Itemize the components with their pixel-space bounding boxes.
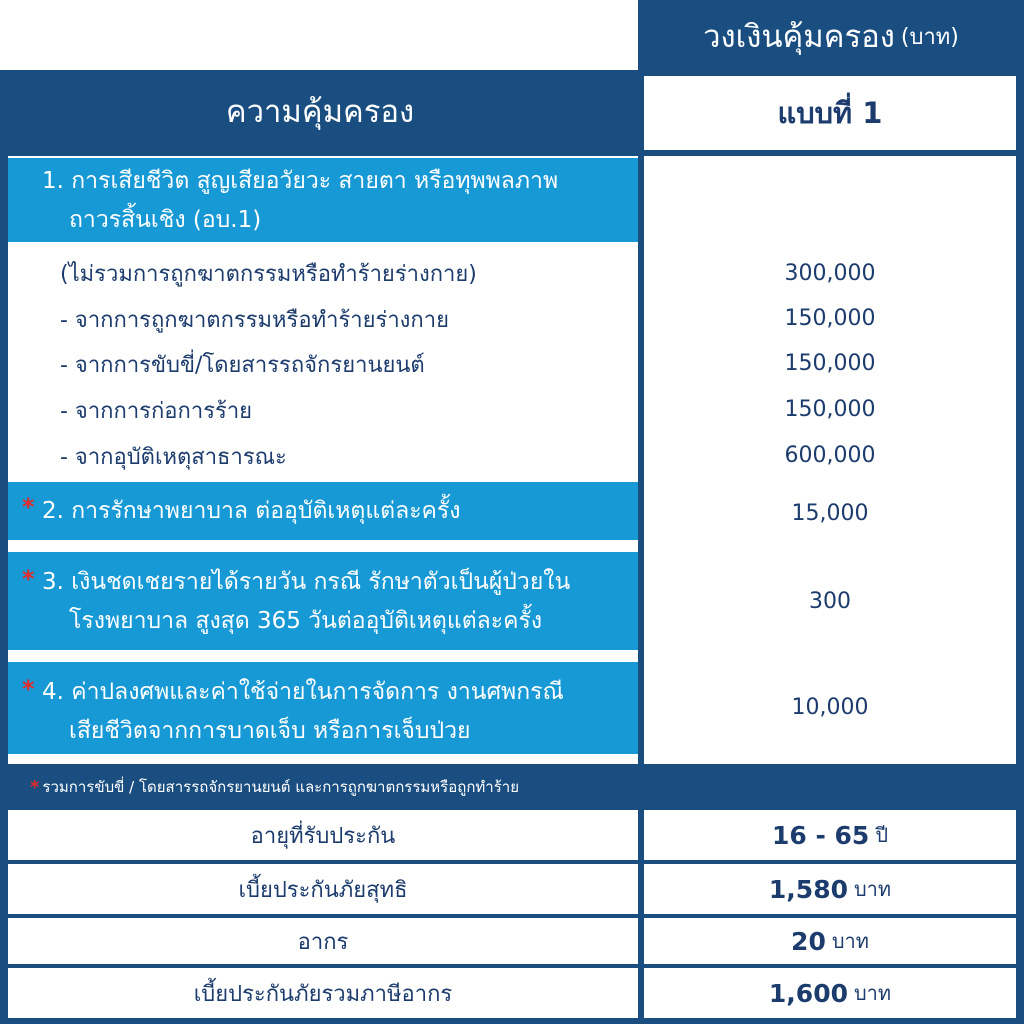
section4-header bbox=[8, 662, 638, 754]
summary-row-3-value bbox=[644, 968, 1016, 1018]
coverage-header bbox=[0, 72, 640, 150]
age-value: 16 - 65 bbox=[771, 820, 870, 850]
summary-row-2-value bbox=[644, 918, 1016, 964]
section1-item-4-value: 600,000 bbox=[784, 442, 876, 468]
section2-header bbox=[8, 482, 638, 540]
summary-row-3-label bbox=[8, 968, 638, 1018]
summary-row-1-value bbox=[644, 864, 1016, 914]
section4-title-line1: 4. ค่าปลงศพและค่าใช้จ่ายในการจัดการ งานศพกรณี bbox=[42, 679, 564, 705]
stamp-duty-label: อากร bbox=[297, 929, 349, 955]
section1-item-4-label: - จากอุบัติเหตุสาธารณะ bbox=[60, 445, 287, 470]
net-premium-value: 1,580 bbox=[768, 874, 848, 904]
stamp-duty-unit: บาท bbox=[831, 929, 869, 953]
section1-item-2-value: 150,000 bbox=[784, 350, 876, 376]
total-premium-label: เบี้ยประกันภัยรวมภาษีอากร bbox=[193, 981, 453, 1007]
section1-title-line2: ถาวรสิ้นเชิง (อบ.1) bbox=[69, 207, 262, 233]
section1-header bbox=[8, 158, 638, 242]
section3-star: * bbox=[22, 565, 35, 593]
section1-item-3-label: - จากการก่อการร้าย bbox=[60, 399, 253, 424]
section1-item-2-label: - จากการขับขี่/โดยสารรถจักรยานยนต์ bbox=[60, 353, 425, 378]
summary-row-0-label bbox=[8, 810, 638, 860]
section2-value: 15,000 bbox=[791, 500, 869, 526]
section1-title-line1: 1. การเสียชีวิต สูญเสียอวัยวะ สายตา หรือทุพพลภาพ bbox=[42, 168, 559, 194]
stamp-duty-value: 20 bbox=[791, 926, 826, 956]
coverage-amount-header bbox=[638, 0, 1024, 72]
section3-title-line2: โรงพยาบาล สูงสุด 365 วันต่ออุบัติเหตุแต่ละครั้ง bbox=[69, 608, 543, 634]
net-premium-unit: บาท bbox=[853, 877, 892, 901]
summary-row-0-value bbox=[644, 810, 1016, 860]
coverage-amount-title: วงเงินคุ้มครอง bbox=[703, 19, 895, 55]
summary-row-1-label bbox=[8, 864, 638, 914]
footnote bbox=[30, 772, 1010, 802]
section3-title-line1: 3. เงินชดเชยรายได้รายวัน กรณี รักษาตัวเป็นผู้ป่วยใน bbox=[42, 569, 571, 595]
total-premium-value: 1,600 bbox=[768, 978, 848, 1008]
age-unit: ปี bbox=[875, 823, 889, 847]
coverage-title: ความคุ้มครอง bbox=[225, 94, 415, 130]
section1-item-0-value: 300,000 bbox=[784, 260, 876, 286]
section1-item-1-label: - จากการถูกฆาตกรรมหรือทำร้ายร่างกาย bbox=[60, 308, 449, 333]
section3-value: 300 bbox=[809, 588, 851, 614]
section1-item-3-value: 150,000 bbox=[784, 396, 876, 422]
section4-star: * bbox=[22, 675, 35, 703]
section1-item-0-label: (ไม่รวมการถูกฆาตกรรมหรือทำร้ายร่างกาย) bbox=[60, 262, 477, 287]
section1-item-1-value: 150,000 bbox=[784, 305, 876, 331]
total-premium-unit: บาท bbox=[853, 981, 892, 1005]
section4-title-line2: เสียชีวิตจากการบาดเจ็บ หรือการเจ็บป่วย bbox=[69, 718, 471, 744]
section3-header bbox=[8, 552, 638, 650]
plan-label: แบบที่ 1 bbox=[777, 96, 883, 130]
age-label: อายุที่รับประกัน bbox=[250, 823, 396, 849]
section2-star: * bbox=[22, 493, 35, 521]
section4-value: 10,000 bbox=[791, 694, 869, 720]
net-premium-label: เบี้ยประกันภัยสุทธิ bbox=[238, 877, 408, 903]
section2-title: 2. การรักษาพยาบาล ต่ออุบัติเหตุแต่ละครั้ง bbox=[42, 497, 461, 524]
summary-row-2-label bbox=[8, 918, 638, 964]
plan-label-cell bbox=[644, 76, 1016, 150]
footnote-text: รวมการขับขี่ / โดยสารรถจักรยานยนต์ และการถูกฆาตกรรมหรือถูกทำร้าย bbox=[42, 778, 519, 796]
footnote-star: * bbox=[30, 776, 40, 798]
coverage-amount-unit: (บาท) bbox=[900, 24, 959, 50]
